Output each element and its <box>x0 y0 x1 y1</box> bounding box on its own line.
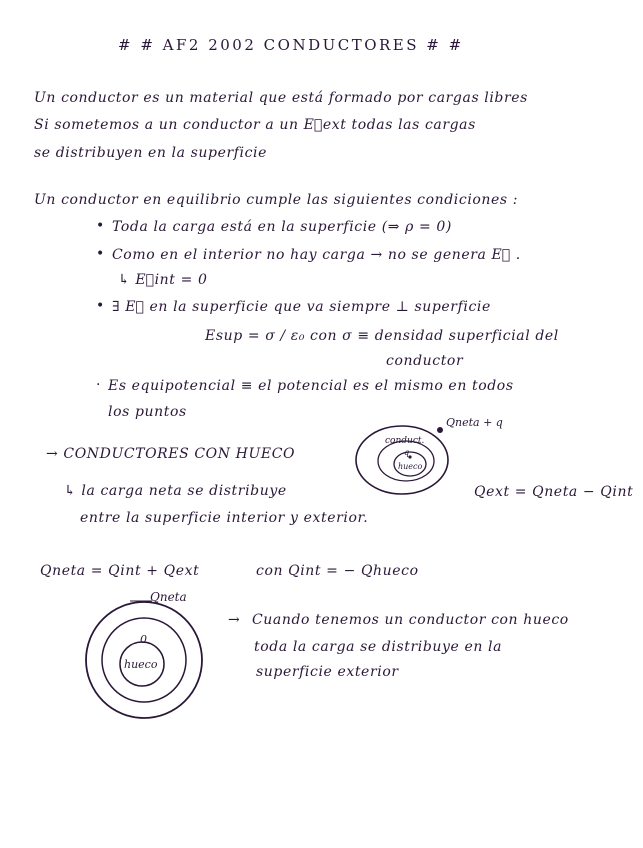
diagram-conductor-label: conduct. <box>385 436 425 446</box>
hollow-line-2: entre la superficie interior y exterior. <box>80 510 369 526</box>
condition-2b: ↳ E⃗int = 0 <box>118 272 208 288</box>
right-arrow-icon: → <box>228 612 241 628</box>
bullet-dot-2: • <box>96 246 105 262</box>
bullet-dot-1: • <box>96 218 105 234</box>
large-zero-label: 0 <box>140 633 147 646</box>
arrow-text-line-2: toda la carga se distribuye en la <box>254 639 503 655</box>
hollow-line-1: ↳ la carga neta se distribuye <box>64 483 287 499</box>
surface-charge-dot <box>437 427 443 433</box>
page-title: # # AF2 2002 CONDUCTORES # # <box>118 36 464 54</box>
condition-3: ∃ E⃗ en la superficie que va siempre ⊥ superficie <box>112 299 491 315</box>
intro-line-1: Un conductor es un material que está formado por cargas libres <box>34 90 528 106</box>
qext-formula: Qext = Qneta − Qint <box>474 484 634 500</box>
condition-3-formula: Esup = σ / ε₀ <box>205 328 306 344</box>
bullet-dot-4: · <box>96 377 102 393</box>
diagram-charge-label: Qneta + q <box>446 416 503 429</box>
condition-4a: Es equipotencial ≡ el potencial es el mismo en todos <box>108 378 514 394</box>
bullet-dot-3: • <box>96 298 105 314</box>
hollow-heading: → CONDUCTORES CON HUECO <box>46 446 296 462</box>
large-neta-label: Qneta <box>150 590 187 604</box>
diagram-q-label: q <box>404 448 410 457</box>
arrow-text-line-3: superficie exterior <box>256 664 399 680</box>
condition-1: Toda la carga está en la superficie (⇒ ρ = 0) <box>112 219 452 235</box>
arrow-text-line-1: Cuando tenemos un conductor con hueco <box>252 612 569 628</box>
net-charge-relation: con Qint = − Qhueco <box>256 563 419 579</box>
intro-line-2: Si sometemos a un conductor a un E⃗ext todas las cargas <box>34 117 476 133</box>
condition-3-def-b: conductor <box>386 353 464 369</box>
condition-2a: Como en el interior no hay carga → no se genera E⃗ . <box>112 247 521 263</box>
net-charge-formula: Qneta = Qint + Qext <box>40 563 200 579</box>
equilibrium-heading: Un conductor en equilibrio cumple las siguientes condiciones : <box>34 192 519 208</box>
diagram-hollow-label: hueco <box>398 462 423 471</box>
intro-line-3: se distribuyen en la superficie <box>34 145 268 161</box>
condition-3-def-a: con σ ≡ densidad superficial del <box>310 328 559 344</box>
condition-4b: los puntos <box>108 404 187 420</box>
large-hollow-label: hueco <box>124 658 158 671</box>
